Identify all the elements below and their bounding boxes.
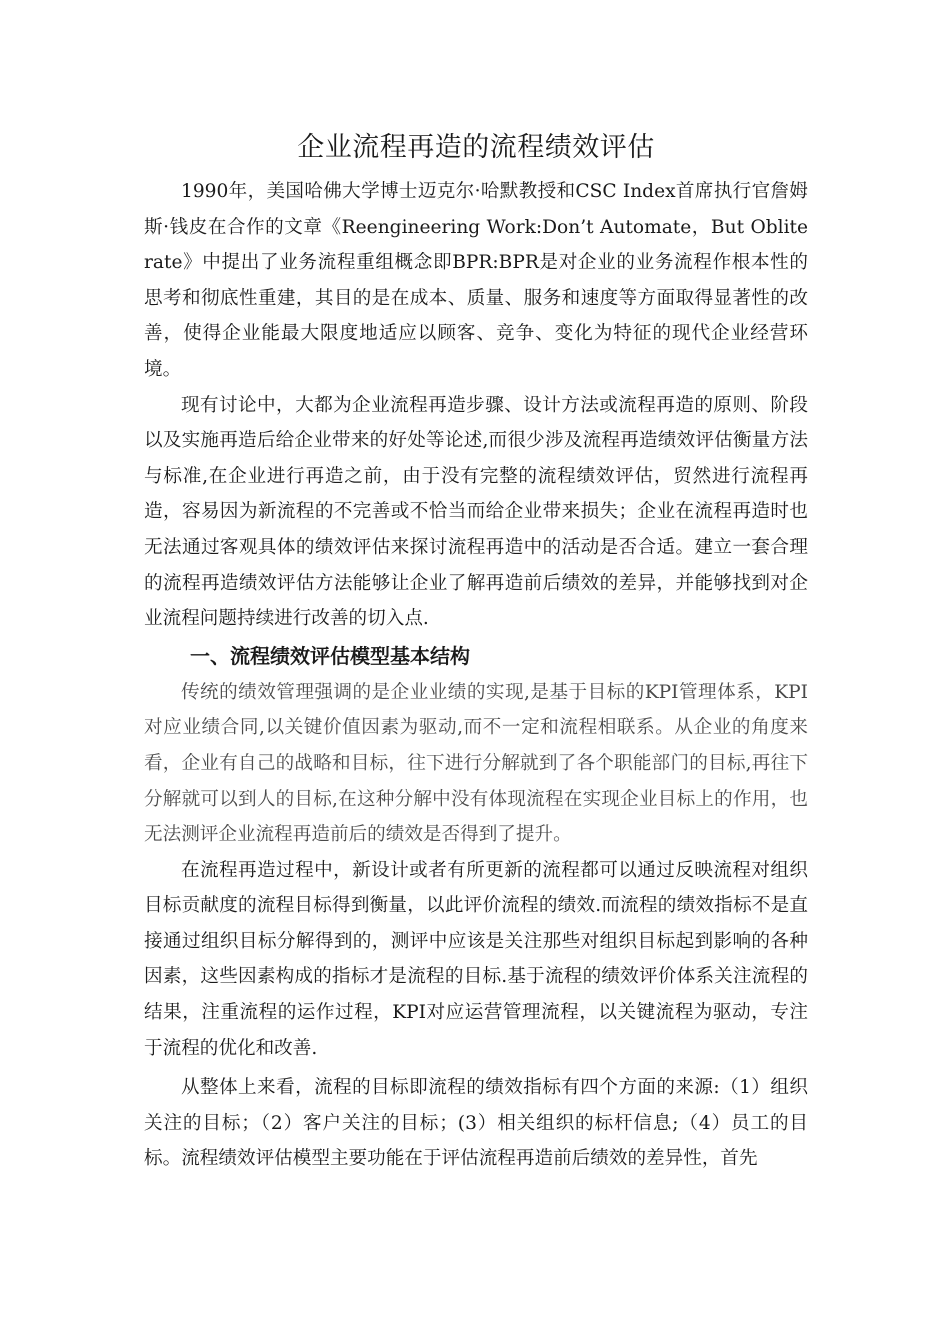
paragraph-intro: 1990年，美国哈佛大学博士迈克尔·哈默教授和CSC Index首席执行官詹姆斯·钱皮在合作的文章《Reengineering Work:Don’t Automate，But Obliterate》中提出了业务流程重组概念即BPR:BPR是对企业的业务流程作根本性的思考和彻底性重建，其目的是在成本、质量、服务和速度等方面取得显著性的改善，使得企业能最大限度地适应以顾客、竞争、变化为特征的现代企业经营环境。: [144, 181, 808, 380]
page-title: 企业流程再造的流程绩效评估: [297, 132, 655, 163]
paragraph-overall-sources: 从整体上来看，流程的目标即流程的绩效指标有四个方面的来源:（1）组织关注的目标；（2）客户关注的目标；(3）相关组织的标杆信息;（4）员工的目标。流程绩效评估模型主要功能在于评估流程再造前后绩效的差异性，首先: [144, 1077, 808, 1170]
paragraph-reengineering-process: 在流程再造过程中，新设计或者有所更新的流程都可以通过反映流程对组织目标贡献度的流程目标得到衡量，以此评价流程的绩效.而流程的绩效指标不是直接通过组织目标分解得到的，测评中应该是关注那些对组织目标起到影响的各种因素，这些因素构成的指标才是流程的目标.基于流程的绩效评价体系关注流程的结果，注重流程的运作过程，KPI对应运营管理流程，以关键流程为驱动，专注于流程的优化和改善.: [144, 859, 808, 1059]
document-body: [144, 126, 808, 1177]
paragraph-traditional-performance: 传统的绩效管理强调的是企业业绩的实现,是基于目标的KPI管理体系，KPI对应业绩合同,以关键价值因素为驱动,而不一定和流程相联系。从企业的角度来看，企业有自己的战略和目标，往下进行分解就到了各个职能部门的目标,再往下分解就可以到人的目标,在这种分解中没有体现流程在实现企业目标上的作用，也无法测评企业流程再造前后的绩效是否得到了提升。: [144, 681, 808, 846]
section-heading-1: 一、流程绩效评估模型基本结构: [190, 643, 470, 668]
paragraph-current-discussion: 现有讨论中，大都为企业流程再造步骤、设计方法或流程再造的原则、阶段以及实施再造后给企业带来的好处等论述,而很少涉及流程再造绩效评估衡量方法与标准,在企业进行再造之前，由于没有完整的流程绩效评估，贸然进行流程再造，容易因为新流程的不完善或不恰当而给企业带来损失；企业在流程再造时也无法通过客观具体的绩效评估来探讨流程再造中的活动是否合适。建立一套合理的流程再造绩效评估方法能够让企业了解再造前后绩效的差异，并能够找到对企业流程问题持续进行改善的切入点.: [144, 394, 808, 630]
